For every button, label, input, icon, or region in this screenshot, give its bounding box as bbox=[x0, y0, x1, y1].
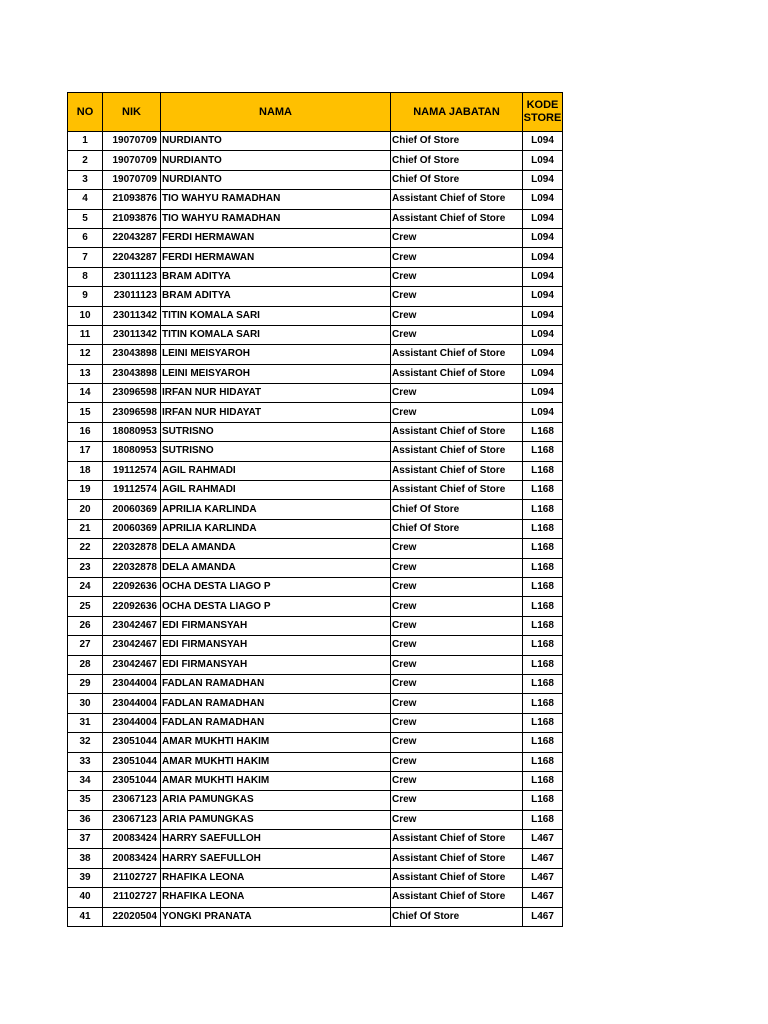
cell-no[interactable]: 32 bbox=[68, 733, 103, 752]
cell-nik[interactable]: 23044004 bbox=[103, 674, 161, 693]
cell-no[interactable]: 19 bbox=[68, 481, 103, 500]
cell-nik[interactable]: 23011123 bbox=[103, 287, 161, 306]
header-nama[interactable]: NAMA bbox=[161, 93, 391, 132]
cell-no[interactable]: 28 bbox=[68, 655, 103, 674]
table-row bbox=[68, 481, 563, 500]
cell-nama[interactable]: FADLAN RAMADHAN bbox=[161, 674, 391, 693]
cell-kode-store[interactable]: L094 bbox=[523, 384, 563, 403]
cell-nama-jabatan[interactable]: Assistant Chief of Store bbox=[391, 830, 523, 849]
cell-nama[interactable]: SUTRISNO bbox=[161, 422, 391, 441]
cell-nama-jabatan[interactable]: Crew bbox=[391, 577, 523, 596]
cell-kode-store[interactable]: L168 bbox=[523, 752, 563, 771]
cell-kode-store[interactable]: L168 bbox=[523, 481, 563, 500]
table-row bbox=[68, 577, 563, 596]
table-row bbox=[68, 228, 563, 247]
cell-nik[interactable]: 23042467 bbox=[103, 636, 161, 655]
cell-nama-jabatan[interactable]: Crew bbox=[391, 228, 523, 247]
cell-nik[interactable]: 20083424 bbox=[103, 830, 161, 849]
header-nik[interactable]: NIK bbox=[103, 93, 161, 132]
cell-kode-store[interactable]: L168 bbox=[523, 539, 563, 558]
cell-nama[interactable]: TITIN KOMALA SARI bbox=[161, 306, 391, 325]
cell-nama-jabatan[interactable]: Crew bbox=[391, 655, 523, 674]
cell-nik[interactable]: 19070709 bbox=[103, 170, 161, 189]
cell-no[interactable]: 11 bbox=[68, 325, 103, 344]
cell-kode-store[interactable]: L168 bbox=[523, 422, 563, 441]
table-row bbox=[68, 384, 563, 403]
cell-kode-store[interactable]: L168 bbox=[523, 461, 563, 480]
cell-kode-store[interactable]: L467 bbox=[523, 907, 563, 926]
cell-no[interactable]: 4 bbox=[68, 190, 103, 209]
cell-nama[interactable]: AMAR MUKHTI HAKIM bbox=[161, 733, 391, 752]
table-row bbox=[68, 151, 563, 170]
cell-nik[interactable]: 23011342 bbox=[103, 306, 161, 325]
cell-nama[interactable]: LEINI MEISYAROH bbox=[161, 345, 391, 364]
cell-no[interactable]: 39 bbox=[68, 868, 103, 887]
cell-no[interactable]: 9 bbox=[68, 287, 103, 306]
cell-nama[interactable]: AMAR MUKHTI HAKIM bbox=[161, 771, 391, 790]
cell-nama-jabatan[interactable]: Crew bbox=[391, 539, 523, 558]
cell-no[interactable]: 5 bbox=[68, 209, 103, 228]
table-row bbox=[68, 616, 563, 635]
cell-no[interactable]: 2 bbox=[68, 151, 103, 170]
cell-no[interactable]: 14 bbox=[68, 384, 103, 403]
cell-no[interactable]: 37 bbox=[68, 830, 103, 849]
table-row bbox=[68, 849, 563, 868]
cell-nama-jabatan[interactable]: Crew bbox=[391, 771, 523, 790]
cell-nik[interactable]: 20060369 bbox=[103, 500, 161, 519]
cell-nama-jabatan[interactable]: Crew bbox=[391, 636, 523, 655]
cell-nik[interactable]: 23044004 bbox=[103, 713, 161, 732]
table-row bbox=[68, 733, 563, 752]
cell-nama-jabatan[interactable]: Chief Of Store bbox=[391, 170, 523, 189]
table-body bbox=[68, 132, 563, 927]
cell-no[interactable]: 33 bbox=[68, 752, 103, 771]
cell-nama-jabatan[interactable]: Assistant Chief of Store bbox=[391, 888, 523, 907]
cell-nik[interactable]: 22092636 bbox=[103, 577, 161, 596]
cell-no[interactable]: 31 bbox=[68, 713, 103, 732]
cell-nama-jabatan[interactable]: Assistant Chief of Store bbox=[391, 868, 523, 887]
cell-no[interactable]: 25 bbox=[68, 597, 103, 616]
table-row bbox=[68, 519, 563, 538]
cell-kode-store[interactable]: L467 bbox=[523, 868, 563, 887]
table-row bbox=[68, 655, 563, 674]
cell-nik[interactable]: 22020504 bbox=[103, 907, 161, 926]
table-row bbox=[68, 907, 563, 926]
cell-nama[interactable]: IRFAN NUR HIDAYAT bbox=[161, 403, 391, 422]
cell-nik[interactable]: 21102727 bbox=[103, 888, 161, 907]
cell-no[interactable]: 21 bbox=[68, 519, 103, 538]
cell-nama-jabatan[interactable]: Crew bbox=[391, 597, 523, 616]
cell-kode-store[interactable]: L094 bbox=[523, 403, 563, 422]
spreadsheet bbox=[67, 92, 563, 927]
cell-nama[interactable]: OCHA DESTA LIAGO P bbox=[161, 577, 391, 596]
cell-no[interactable]: 27 bbox=[68, 636, 103, 655]
cell-nama-jabatan[interactable]: Crew bbox=[391, 306, 523, 325]
cell-nama-jabatan[interactable]: Assistant Chief of Store bbox=[391, 422, 523, 441]
cell-nik[interactable]: 22092636 bbox=[103, 597, 161, 616]
table-row bbox=[68, 364, 563, 383]
table-header bbox=[68, 93, 563, 132]
cell-nama-jabatan[interactable]: Chief Of Store bbox=[391, 151, 523, 170]
table-row bbox=[68, 442, 563, 461]
table-row bbox=[68, 558, 563, 577]
table-row bbox=[68, 248, 563, 267]
cell-nama[interactable]: ARIA PAMUNGKAS bbox=[161, 791, 391, 810]
cell-nama-jabatan[interactable]: Crew bbox=[391, 384, 523, 403]
cell-nik[interactable]: 23042467 bbox=[103, 616, 161, 635]
cell-kode-store[interactable]: L094 bbox=[523, 267, 563, 286]
cell-no[interactable]: 38 bbox=[68, 849, 103, 868]
cell-kode-store[interactable]: L094 bbox=[523, 325, 563, 344]
cell-nik[interactable]: 19112574 bbox=[103, 481, 161, 500]
cell-nik[interactable]: 23011342 bbox=[103, 325, 161, 344]
cell-kode-store[interactable]: L168 bbox=[523, 713, 563, 732]
cell-nama[interactable]: APRILIA KARLINDA bbox=[161, 500, 391, 519]
cell-nik[interactable]: 22032878 bbox=[103, 558, 161, 577]
cell-no[interactable]: 22 bbox=[68, 539, 103, 558]
cell-no[interactable]: 29 bbox=[68, 674, 103, 693]
header-no[interactable]: NO bbox=[68, 93, 103, 132]
cell-no[interactable]: 6 bbox=[68, 228, 103, 247]
cell-nik[interactable]: 23067123 bbox=[103, 810, 161, 829]
cell-nik[interactable]: 19070709 bbox=[103, 151, 161, 170]
cell-kode-store[interactable]: L467 bbox=[523, 830, 563, 849]
cell-kode-store[interactable]: L168 bbox=[523, 810, 563, 829]
cell-nama[interactable]: EDI FIRMANSYAH bbox=[161, 655, 391, 674]
cell-kode-store[interactable]: L168 bbox=[523, 636, 563, 655]
cell-nama-jabatan[interactable]: Crew bbox=[391, 694, 523, 713]
cell-nama-jabatan[interactable]: Crew bbox=[391, 325, 523, 344]
table-row bbox=[68, 830, 563, 849]
cell-no[interactable]: 1 bbox=[68, 132, 103, 151]
cell-nama[interactable]: NURDIANTO bbox=[161, 151, 391, 170]
cell-nama-jabatan[interactable]: Assistant Chief of Store bbox=[391, 209, 523, 228]
cell-nik[interactable]: 18080953 bbox=[103, 422, 161, 441]
cell-kode-store[interactable]: L168 bbox=[523, 674, 563, 693]
cell-nik[interactable]: 23067123 bbox=[103, 791, 161, 810]
table-row bbox=[68, 713, 563, 732]
cell-nik[interactable]: 22043287 bbox=[103, 248, 161, 267]
cell-nama-jabatan[interactable]: Crew bbox=[391, 674, 523, 693]
cell-kode-store[interactable]: L168 bbox=[523, 616, 563, 635]
cell-nik[interactable]: 23043898 bbox=[103, 364, 161, 383]
table-row bbox=[68, 810, 563, 829]
cell-nik[interactable]: 21093876 bbox=[103, 190, 161, 209]
cell-nama-jabatan[interactable]: Crew bbox=[391, 810, 523, 829]
cell-nama[interactable]: FADLAN RAMADHAN bbox=[161, 694, 391, 713]
table-row bbox=[68, 752, 563, 771]
cell-kode-store[interactable]: L094 bbox=[523, 190, 563, 209]
cell-nama-jabatan[interactable]: Chief Of Store bbox=[391, 907, 523, 926]
cell-kode-store[interactable]: L094 bbox=[523, 170, 563, 189]
table-row bbox=[68, 771, 563, 790]
table-row bbox=[68, 422, 563, 441]
cell-nama-jabatan[interactable]: Assistant Chief of Store bbox=[391, 345, 523, 364]
cell-kode-store[interactable]: L094 bbox=[523, 345, 563, 364]
cell-nama-jabatan[interactable]: Assistant Chief of Store bbox=[391, 481, 523, 500]
cell-nik[interactable]: 23051044 bbox=[103, 733, 161, 752]
cell-nama[interactable]: RHAFIKA LEONA bbox=[161, 888, 391, 907]
cell-kode-store[interactable]: L168 bbox=[523, 597, 563, 616]
cell-kode-store[interactable]: L168 bbox=[523, 519, 563, 538]
table-row bbox=[68, 287, 563, 306]
cell-nama-jabatan[interactable]: Assistant Chief of Store bbox=[391, 364, 523, 383]
cell-no[interactable]: 35 bbox=[68, 791, 103, 810]
cell-kode-store[interactable]: L168 bbox=[523, 442, 563, 461]
table-row bbox=[68, 461, 563, 480]
table-row bbox=[68, 132, 563, 151]
cell-nama-jabatan[interactable]: Chief Of Store bbox=[391, 500, 523, 519]
header-row bbox=[68, 93, 563, 132]
cell-nama[interactable]: HARRY SAEFULLOH bbox=[161, 849, 391, 868]
cell-nama-jabatan[interactable]: Crew bbox=[391, 287, 523, 306]
cell-nama[interactable]: TIO WAHYU RAMADHAN bbox=[161, 209, 391, 228]
cell-nama-jabatan[interactable]: Crew bbox=[391, 403, 523, 422]
cell-nik[interactable]: 19070709 bbox=[103, 132, 161, 151]
cell-nik[interactable]: 18080953 bbox=[103, 442, 161, 461]
table-row bbox=[68, 325, 563, 344]
cell-nama-jabatan[interactable]: Crew bbox=[391, 713, 523, 732]
cell-kode-store[interactable]: L094 bbox=[523, 364, 563, 383]
table-row bbox=[68, 636, 563, 655]
cell-kode-store[interactable]: L168 bbox=[523, 500, 563, 519]
cell-nik[interactable]: 21093876 bbox=[103, 209, 161, 228]
cell-nama[interactable]: IRFAN NUR HIDAYAT bbox=[161, 384, 391, 403]
cell-kode-store[interactable]: L168 bbox=[523, 558, 563, 577]
cell-nama-jabatan[interactable]: Crew bbox=[391, 616, 523, 635]
cell-no[interactable]: 40 bbox=[68, 888, 103, 907]
cell-nama-jabatan[interactable]: Chief Of Store bbox=[391, 132, 523, 151]
cell-nik[interactable]: 23096598 bbox=[103, 403, 161, 422]
table-row bbox=[68, 694, 563, 713]
table-row bbox=[68, 888, 563, 907]
cell-kode-store[interactable]: L467 bbox=[523, 849, 563, 868]
table-row bbox=[68, 868, 563, 887]
cell-no[interactable]: 18 bbox=[68, 461, 103, 480]
cell-nama[interactable]: TIO WAHYU RAMADHAN bbox=[161, 190, 391, 209]
cell-nama-jabatan[interactable]: Chief Of Store bbox=[391, 519, 523, 538]
cell-no[interactable]: 7 bbox=[68, 248, 103, 267]
cell-no[interactable]: 10 bbox=[68, 306, 103, 325]
employee-table bbox=[67, 92, 563, 927]
cell-nama[interactable]: LEINI MEISYAROH bbox=[161, 364, 391, 383]
cell-kode-store[interactable]: L094 bbox=[523, 306, 563, 325]
cell-no[interactable]: 20 bbox=[68, 500, 103, 519]
cell-nik[interactable]: 22032878 bbox=[103, 539, 161, 558]
cell-kode-store[interactable]: L094 bbox=[523, 228, 563, 247]
cell-nama[interactable]: NURDIANTO bbox=[161, 132, 391, 151]
cell-nama-jabatan[interactable]: Assistant Chief of Store bbox=[391, 442, 523, 461]
cell-nik[interactable]: 22043287 bbox=[103, 228, 161, 247]
cell-nama[interactable]: HARRY SAEFULLOH bbox=[161, 830, 391, 849]
cell-nik[interactable]: 19112574 bbox=[103, 461, 161, 480]
cell-kode-store[interactable]: L168 bbox=[523, 733, 563, 752]
cell-nama-jabatan[interactable]: Assistant Chief of Store bbox=[391, 849, 523, 868]
cell-kode-store[interactable]: L094 bbox=[523, 209, 563, 228]
cell-nama[interactable]: BRAM ADITYA bbox=[161, 287, 391, 306]
table-row bbox=[68, 345, 563, 364]
table-row bbox=[68, 791, 563, 810]
cell-nama-jabatan[interactable]: Crew bbox=[391, 267, 523, 286]
cell-no[interactable]: 26 bbox=[68, 616, 103, 635]
cell-nama[interactable]: DELA AMANDA bbox=[161, 558, 391, 577]
cell-nik[interactable]: 23096598 bbox=[103, 384, 161, 403]
cell-no[interactable]: 41 bbox=[68, 907, 103, 926]
cell-nik[interactable]: 23042467 bbox=[103, 655, 161, 674]
cell-nama[interactable]: OCHA DESTA LIAGO P bbox=[161, 597, 391, 616]
cell-nama[interactable]: EDI FIRMANSYAH bbox=[161, 616, 391, 635]
cell-no[interactable]: 15 bbox=[68, 403, 103, 422]
cell-nama[interactable]: RHAFIKA LEONA bbox=[161, 868, 391, 887]
cell-nama[interactable]: FERDI HERMAWAN bbox=[161, 228, 391, 247]
cell-nik[interactable]: 23051044 bbox=[103, 752, 161, 771]
cell-nama-jabatan[interactable]: Crew bbox=[391, 791, 523, 810]
cell-no[interactable]: 17 bbox=[68, 442, 103, 461]
cell-no[interactable]: 23 bbox=[68, 558, 103, 577]
cell-no[interactable]: 3 bbox=[68, 170, 103, 189]
cell-nama[interactable]: TITIN KOMALA SARI bbox=[161, 325, 391, 344]
table-row bbox=[68, 674, 563, 693]
table-row bbox=[68, 170, 563, 189]
cell-kode-store[interactable]: L094 bbox=[523, 248, 563, 267]
cell-no[interactable]: 36 bbox=[68, 810, 103, 829]
cell-nama-jabatan[interactable]: Crew bbox=[391, 752, 523, 771]
cell-nik[interactable]: 23044004 bbox=[103, 694, 161, 713]
table-row bbox=[68, 306, 563, 325]
cell-kode-store[interactable]: L467 bbox=[523, 888, 563, 907]
cell-no[interactable]: 34 bbox=[68, 771, 103, 790]
cell-nama[interactable]: FERDI HERMAWAN bbox=[161, 248, 391, 267]
cell-nik[interactable]: 23051044 bbox=[103, 771, 161, 790]
cell-nama[interactable]: AMAR MUKHTI HAKIM bbox=[161, 752, 391, 771]
cell-nama[interactable]: EDI FIRMANSYAH bbox=[161, 636, 391, 655]
cell-kode-store[interactable]: L168 bbox=[523, 655, 563, 674]
cell-no[interactable]: 8 bbox=[68, 267, 103, 286]
cell-nama[interactable]: ARIA PAMUNGKAS bbox=[161, 810, 391, 829]
table-row bbox=[68, 597, 563, 616]
cell-nik[interactable]: 20083424 bbox=[103, 849, 161, 868]
cell-no[interactable]: 16 bbox=[68, 422, 103, 441]
cell-nik[interactable]: 23043898 bbox=[103, 345, 161, 364]
header-nama-jabatan[interactable]: NAMA JABATAN bbox=[391, 93, 523, 132]
cell-no[interactable]: 13 bbox=[68, 364, 103, 383]
cell-no[interactable]: 24 bbox=[68, 577, 103, 596]
cell-nama-jabatan[interactable]: Assistant Chief of Store bbox=[391, 190, 523, 209]
cell-kode-store[interactable]: L168 bbox=[523, 791, 563, 810]
table-row bbox=[68, 500, 563, 519]
cell-nama[interactable]: APRILIA KARLINDA bbox=[161, 519, 391, 538]
table-row bbox=[68, 190, 563, 209]
cell-kode-store[interactable]: L094 bbox=[523, 287, 563, 306]
cell-nik[interactable]: 21102727 bbox=[103, 868, 161, 887]
cell-nama-jabatan[interactable]: Assistant Chief of Store bbox=[391, 461, 523, 480]
cell-kode-store[interactable]: L168 bbox=[523, 771, 563, 790]
table-row bbox=[68, 403, 563, 422]
cell-nama[interactable]: FADLAN RAMADHAN bbox=[161, 713, 391, 732]
cell-nama[interactable]: SUTRISNO bbox=[161, 442, 391, 461]
table-row bbox=[68, 209, 563, 228]
cell-nama[interactable]: YONGKI PRANATA bbox=[161, 907, 391, 926]
cell-nama[interactable]: DELA AMANDA bbox=[161, 539, 391, 558]
cell-kode-store[interactable]: L168 bbox=[523, 577, 563, 596]
header-kode-store[interactable]: KODE STORE bbox=[523, 93, 563, 132]
cell-no[interactable]: 30 bbox=[68, 694, 103, 713]
cell-nama[interactable]: AGIL RAHMADI bbox=[161, 481, 391, 500]
cell-nik[interactable]: 20060369 bbox=[103, 519, 161, 538]
cell-nama[interactable]: BRAM ADITYA bbox=[161, 267, 391, 286]
cell-nama-jabatan[interactable]: Crew bbox=[391, 733, 523, 752]
cell-no[interactable]: 12 bbox=[68, 345, 103, 364]
cell-kode-store[interactable]: L168 bbox=[523, 694, 563, 713]
cell-nama-jabatan[interactable]: Crew bbox=[391, 248, 523, 267]
cell-kode-store[interactable]: L094 bbox=[523, 132, 563, 151]
cell-nama[interactable]: AGIL RAHMADI bbox=[161, 461, 391, 480]
table-row bbox=[68, 539, 563, 558]
cell-kode-store[interactable]: L094 bbox=[523, 151, 563, 170]
table-row bbox=[68, 267, 563, 286]
cell-nama[interactable]: NURDIANTO bbox=[161, 170, 391, 189]
cell-nik[interactable]: 23011123 bbox=[103, 267, 161, 286]
cell-nama-jabatan[interactable]: Crew bbox=[391, 558, 523, 577]
